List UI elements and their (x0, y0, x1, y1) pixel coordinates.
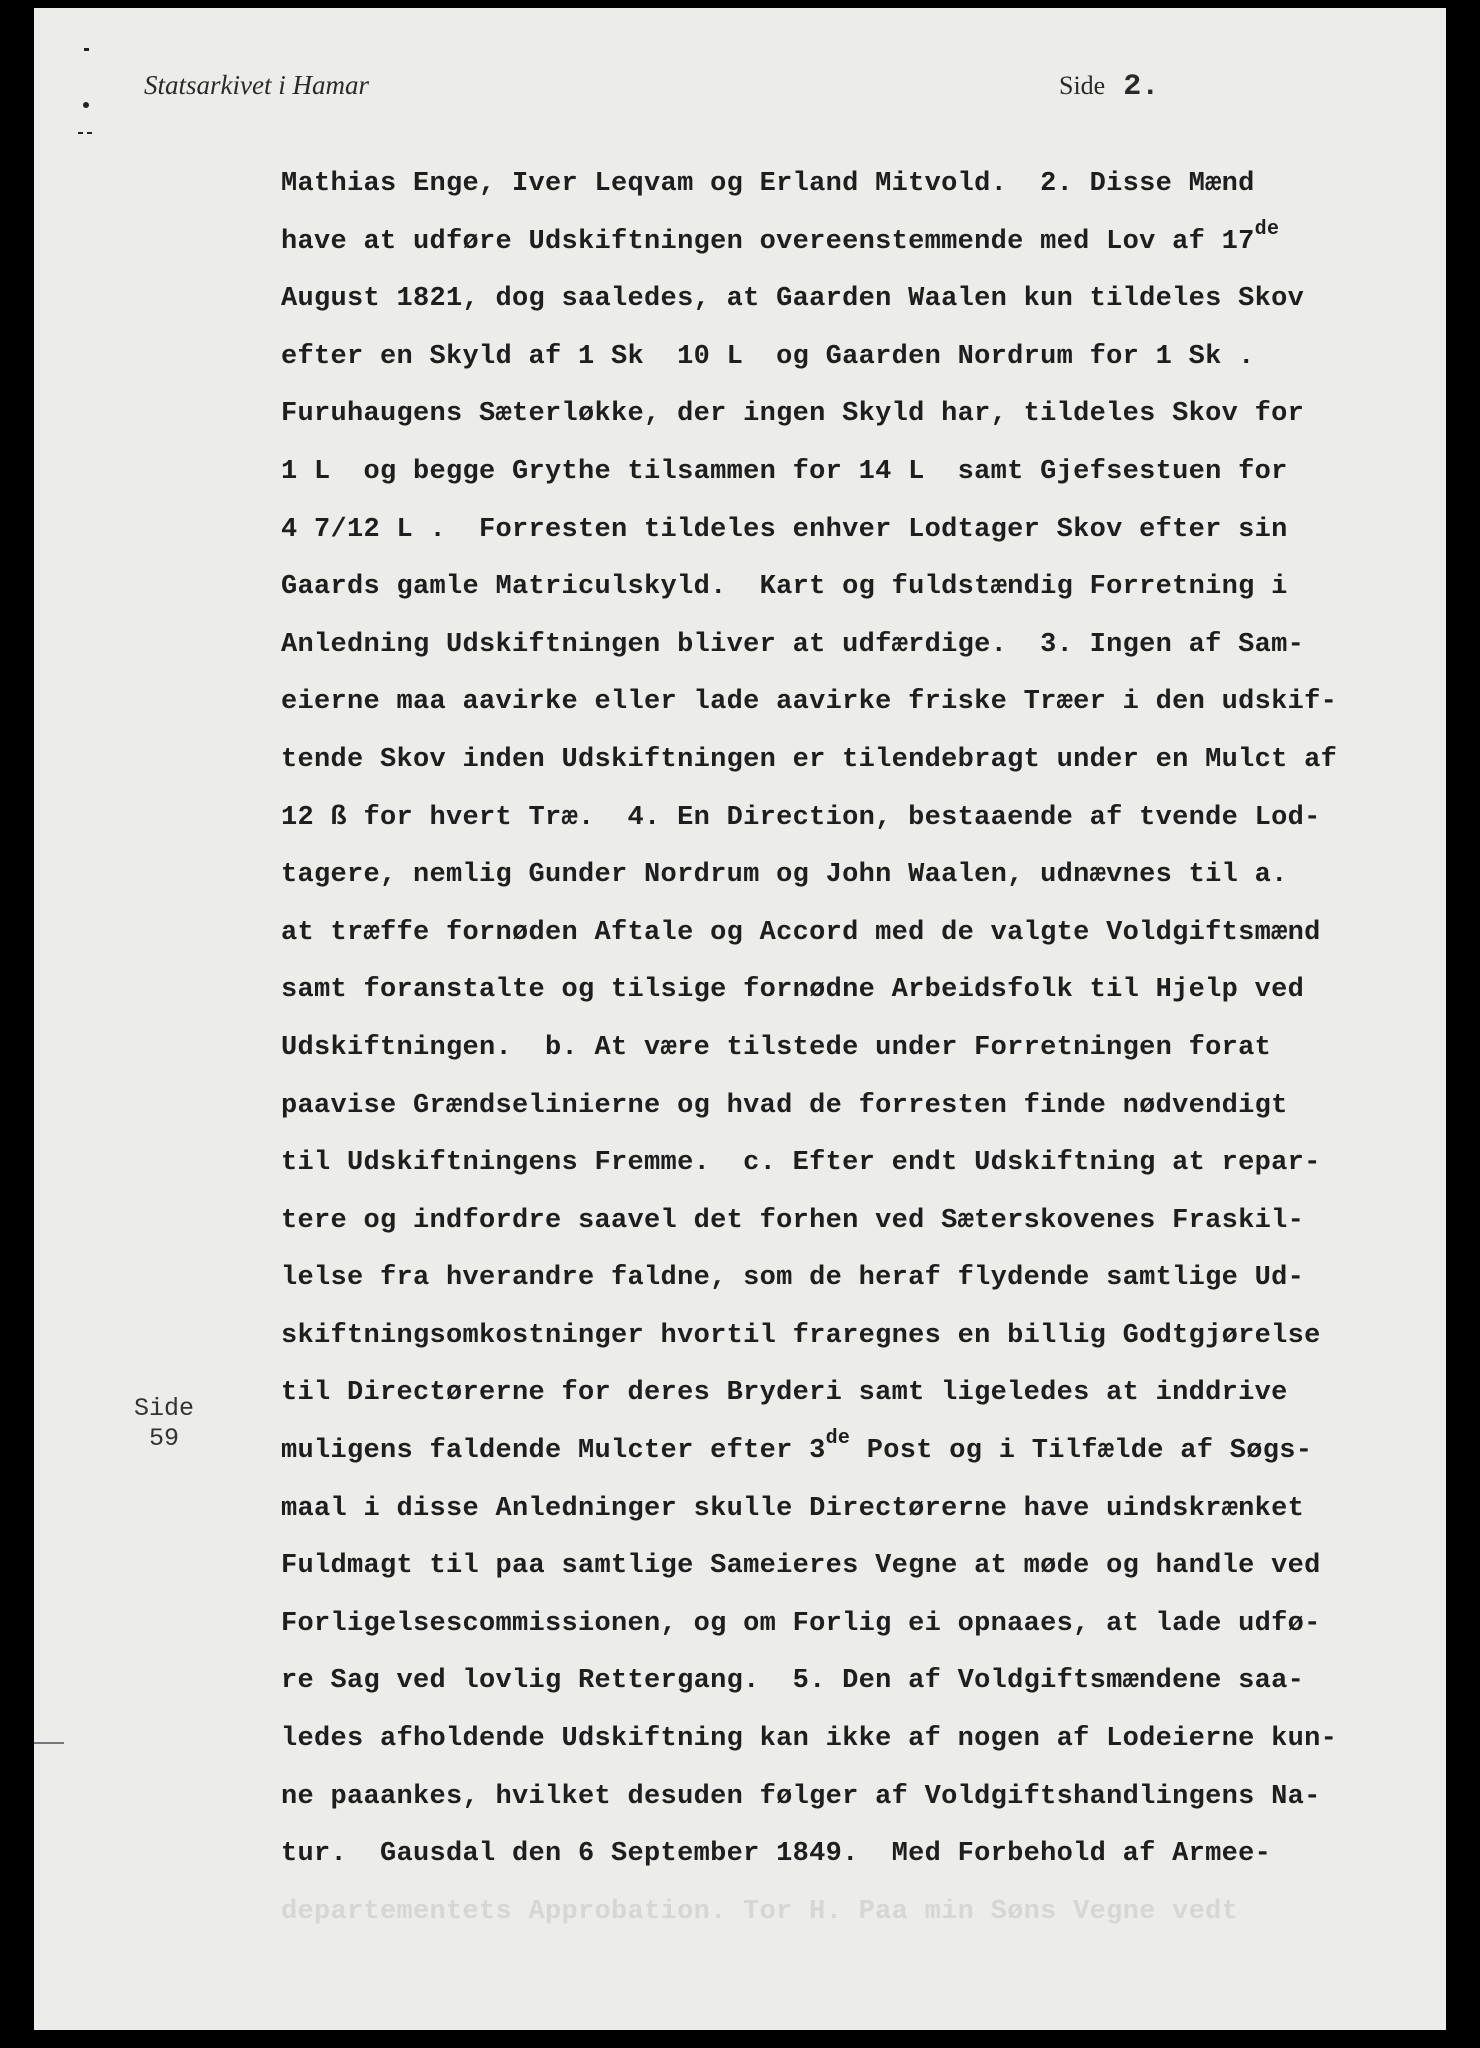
text-line: 4 7/12 L . Forresten tildeles enhver Lodtager Skov efter sin (281, 514, 1288, 545)
text-line: Furuhaugens Sæterløkke, der ingen Skyld har, tildeles Skov for (281, 399, 1305, 430)
text-line: til Udskiftningens Fremme. c. Efter endt Udskiftning at repar- (281, 1148, 1321, 1179)
superscript: de (825, 1427, 851, 1451)
text-line: tende Skov inden Udskiftningen er tilendebragt under en Mulct af (281, 744, 1338, 775)
text-line: maal i disse Anledninger skulle Directørerne have uindskrænket (281, 1493, 1305, 1524)
faded-text-line: departementets Approbation. Tor H. Paa min Søns Vegne vedt (281, 1896, 1239, 1927)
document-body (281, 156, 1411, 1941)
text-line: Forligelsescommissionen, og om Forlig ei opnaaes, at lade udfø- (281, 1608, 1321, 1639)
page-number: 2. (1123, 70, 1160, 104)
superscript: de (1254, 217, 1280, 241)
margin-speck (84, 48, 89, 51)
text-line: 1 L og begge Grythe tilsammen for 14 L samt Gjefsestuen for (281, 456, 1288, 487)
text-line: Mathias Enge, Iver Leqvam og Erland Mitvold. 2. Disse Mænd (281, 169, 1255, 199)
margin-speck (78, 132, 83, 134)
text-line: ledes afholdende Udskiftning kan ikke af nogen af Lodeierne kun- (281, 1724, 1338, 1755)
side-label: Side (1059, 71, 1106, 100)
text-line (281, 1423, 1411, 1481)
text-line: tere og indfordre saavel det forhen ved Sæterskovenes Fraskil- (281, 1205, 1305, 1236)
margin-speck (87, 132, 92, 134)
text-line-part: have at udføre Udskiftningen overeenstemmende med Lov af 17 (281, 226, 1255, 257)
text-line-part: Post og i Tilfælde af Søgs- (850, 1436, 1313, 1467)
text-line: skiftningsomkostninger hvortil fraregnes en billig Godtgjørelse (281, 1320, 1321, 1351)
document-page (34, 8, 1446, 2030)
text-line: Gaards gamle Matriculskyld. Kart og fuldstændig Forretning i (281, 572, 1288, 603)
archive-header: Statsarkivet i Hamar (144, 70, 369, 100)
text-line: 12 ß for hvert Træ. 4. En Direction, bestaaende af tvende Lod- (281, 802, 1321, 833)
text-line: til Directørerne for deres Bryderi samt ligeledes at inddrive (281, 1378, 1288, 1409)
text-line: efter en Skyld af 1 Sk 10 L og Gaarden Nordrum for 1 Sk . (281, 341, 1255, 372)
text-line-part: muligens faldende Mulcter efter 3 (281, 1436, 826, 1467)
text-line: ne paaankes, hvilket desuden følger af Voldgiftshandlingens Na- (281, 1781, 1321, 1812)
text-line: samt foranstalte og tilsige fornødne Arbeidsfolk til Hjelp ved (281, 975, 1305, 1006)
text-line: tur. Gausdal den 6 September 1849. Med Forbehold af Armee- (281, 1839, 1272, 1870)
margin-tick (34, 1742, 64, 1744)
text-line: paavise Grændselinierne og hvad de forresten finde nødvendigt (281, 1090, 1288, 1121)
text-line: lelse fra hverandre faldne, som de heraf flydende samtlige Ud- (281, 1263, 1305, 1294)
margin-side-label: Side (133, 1394, 194, 1423)
text-line: Anledning Udskiftningen bliver at udfærdige. 3. Ingen af Sam- (281, 629, 1305, 660)
text-line: eierne maa aavirke eller lade aavirke friske Træer i den udskif- (281, 687, 1338, 718)
text-line (281, 214, 1411, 272)
margin-page-reference (124, 1394, 204, 1454)
text-line: Fuldmagt til paa samtlige Sameieres Vegne at møde og handle ved (281, 1551, 1321, 1582)
text-line: re Sag ved lovlig Rettergang. 5. Den af Voldgiftsmændene saa- (281, 1666, 1305, 1697)
text-line: at træffe fornøden Aftale og Accord med de valgte Voldgiftsmænd (281, 917, 1321, 948)
text-line: tagere, nemlig Gunder Nordrum og John Waalen, udnævnes til a. (281, 860, 1288, 891)
margin-speck (83, 102, 89, 108)
text-line: August 1821, dog saaledes, at Gaarden Waalen kun tildeles Skov (281, 284, 1305, 315)
page-header (1059, 70, 1159, 104)
margin-side-number: 59 (148, 1424, 179, 1453)
text-line: Udskiftningen. b. At være tilstede under Forretningen forat (281, 1032, 1272, 1063)
